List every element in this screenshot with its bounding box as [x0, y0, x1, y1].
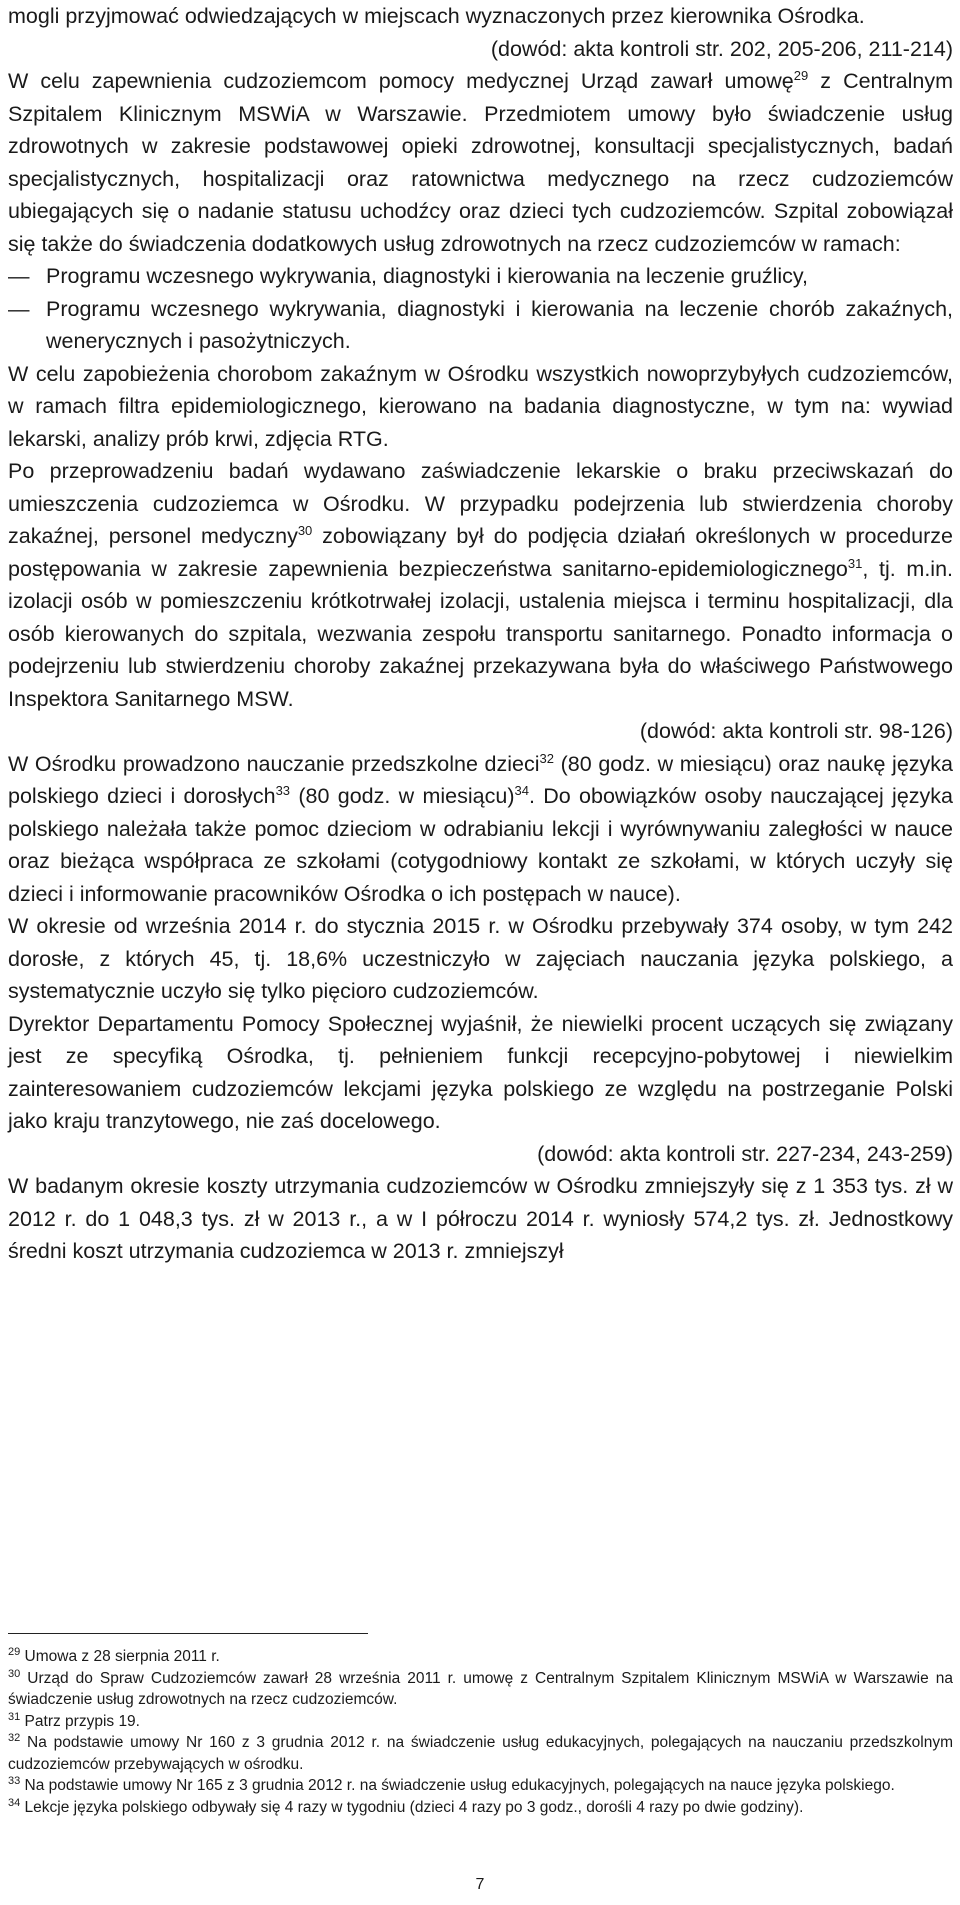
- footnote-ref-32[interactable]: 32: [539, 750, 554, 766]
- footnote-text: Umowa z 28 sierpnia 2011 r.: [20, 1648, 220, 1665]
- page-number: 7: [475, 1876, 485, 1893]
- certificate-text-a: Po przeprowadzeniu badań wydawano zaświadczenie lekarskie o braku przeciwskazań do umieszczenia cudzoziemca w Ośrodku. W przypadku podejrzenia lub stwierdzenia choroby zakaźnej, personel medyczny: [8, 459, 953, 548]
- paragraph-visiting-text: mogli przyjmować odwiedzających w miejscach wyznaczonych przez kierownika Ośrodka.: [8, 4, 865, 28]
- footnote-text: Na podstawie umowy Nr 160 z 3 grudnia 2012 r. na świadczenie usług edukacyjnych, polegających na nauczaniu przedszkolnym cudzoziemców przebywających w ośrodku.: [8, 1734, 953, 1773]
- footnote: [8, 1797, 953, 1819]
- footnote-text: Urząd do Spraw Cudzoziemców zawarł 28 września 2011 r. umowę z Centralnym Szpitalem Klinicznym MSWiA w Warszawie na świadczenie usług zdrowotnych na rzecz cudzoziemców.: [8, 1669, 953, 1708]
- footnote-text: Lekcje języka polskiego odbywały się 4 razy w tygodniu (dzieci 4 razy po 3 godz., dorośli 4 razy po dwie godziny).: [20, 1798, 804, 1816]
- footnote-separator: [8, 1633, 368, 1634]
- list-item: — Programu wczesnego wykrywania, diagnostyki i kierowania na leczenie chorób zakaźnych, wenerycznych i pasożytniczych.: [8, 293, 953, 358]
- footnote-number: 30: [8, 1667, 21, 1680]
- education-text-b: (80 godz. w miesiącu) oraz naukę języka polskiego dzieci i dorosłych: [8, 751, 953, 808]
- health-programs-list: [8, 260, 953, 358]
- evidence-note-3: (dowód: akta kontroli str. 227-234, 243-259): [537, 1141, 953, 1166]
- footnote-ref-31[interactable]: 31: [847, 555, 863, 571]
- footnote-ref-29[interactable]: 29: [793, 68, 809, 83]
- paragraph-education: [8, 748, 953, 911]
- footnotes: [8, 1646, 953, 1818]
- paragraph-epidemiological-filter: W celu zapobieżenia chorobom zakaźnym w Ośrodku wszystkich nowoprzybyłych cudzoziemców, w ramach filtra epidemiologicznego, kierowano na badania diagnostyczne, w tym na: wywiad lekarski, analizy prób krwi, zdjęcia RTG.: [8, 361, 953, 451]
- medical-care-text-a: W celu zapewnienia cudzoziemcom pomocy medycznej Urząd zawarł umowę: [8, 69, 794, 93]
- medical-care-text-b: z Centralnym Szpitalem Klinicznym MSWiA w Warszawie. Przedmiotem umowy było świadczenie usług zdrowotnych w zakresie podstawowej opieki zdrowotnej, konsultacji specjalistycznych, badań specjalistycznych, hospitalizacji oraz ratownictwa medycznego na rzecz cudzoziemców ubiegających się o nadanie statusu uchodźcy oraz dzieci tych cudzoziemców. Szpital zobowiązał się także do świadczenia dodatkowych usług zdrowotnych na rzecz cudzoziemców w ramach:: [8, 69, 953, 256]
- footnote-number: 29: [8, 1646, 21, 1658]
- footnote-number: 33: [8, 1775, 21, 1787]
- footnote-ref-30[interactable]: 30: [297, 523, 313, 538]
- footnote-ref-33[interactable]: 33: [275, 783, 291, 798]
- footnote-ref-34[interactable]: 34: [514, 783, 529, 798]
- footnote-text: Na podstawie umowy Nr 165 z 3 grudnia 2012 r. na świadczenie usług edukacyjnych, polegających na nauce języka polskiego.: [20, 1777, 895, 1794]
- footnote: [8, 1668, 953, 1711]
- main-text: [8, 0, 953, 1268]
- evidence-note-1: (dowód: akta kontroli str. 202, 205-206, 211-214): [490, 36, 953, 61]
- paragraph-residents-statistics: W okresie od września 2014 r. do stycznia 2015 r. w Ośrodku przebywały 374 osoby, w tym 242 dorosłe, z których 45, tj. 18,6% uczestniczyło w zajęciach nauczania języka polskiego, a systematycznie uczyło się tylko pięcioro cudzoziemców.: [8, 914, 953, 1003]
- footnote-number: 32: [8, 1732, 21, 1744]
- education-text-c: (80 godz. w miesiącu): [290, 784, 515, 808]
- certificate-text-c: , tj. m.in. izolacji osób w pomieszczeniu krótkotrwałej izolacji, ustalenia miejsca i terminu hospitalizacji, dla osób kierowanych do szpitala, wezwania zespołu transportu sanitarnego. Ponadto informacja o podejrzeniu lub stwierdzeniu choroby zakaźnej przekazywana była do właściwego Państwowego Inspektora Sanitarnego MSW.: [8, 556, 954, 711]
- list-item: — Programu wczesnego wykrywania, diagnostyki i kierowania na leczenie gruźlicy,: [8, 260, 953, 293]
- footnote-text: Patrz przypis 19.: [20, 1712, 140, 1730]
- certificate-text-b: zobowiązany był do podjęcia działań określonych w procedurze postępowania w zakresie zapewnienia bezpieczeństwa sanitarno-epidemiologicznego: [8, 524, 953, 581]
- paragraph-visiting: [8, 0, 953, 33]
- footnote-number: 34: [8, 1796, 21, 1809]
- footnote: [8, 1732, 953, 1775]
- paragraph-medical-certificate: [8, 455, 953, 715]
- paragraph-medical-care: [8, 65, 953, 260]
- education-text-a: W Ośrodku prowadzono nauczanie przedszkolne dzieci: [8, 751, 540, 776]
- footnote-number: 31: [8, 1710, 21, 1723]
- footnote: [8, 1711, 953, 1733]
- evidence-note-2: (dowód: akta kontroli str. 98-126): [639, 719, 953, 743]
- footnote: [8, 1775, 953, 1797]
- education-text-d: . Do obowiązków osoby nauczającej języka polskiego należała także pomoc dzieciom w odrabianiu lekcji i wyrównywaniu zaległości w nauce oraz bieżąca współpraca ze szkołami (cotygodniowy kontakt ze szkołami, w których uczyły się dzieci i informowanie pracowników Ośrodka o ich postępach w nauce).: [8, 784, 953, 906]
- paragraph-director-explanation: Dyrektor Departamentu Pomocy Społecznej wyjaśnił, że niewielki procent uczących się związany jest ze specyfiką Ośrodka, tj. pełnieniem funkcji recepcyjno-pobytowej i niewielkim zainteresowaniem cudzoziemców lekcjami języka polskiego ze względu na postrzeganie Polski jako kraju tranzytowego, nie zaś docelowego.: [8, 1011, 953, 1133]
- paragraph-costs: W badanym okresie koszty utrzymania cudzoziemców w Ośrodku zmniejszyły się z 1 353 tys. zł w 2012 r. do 1 048,3 tys. zł w 2013 r., a w I półroczu 2014 r. wyniosły 574,2 tys. zł. Jednostkowy średni koszt utrzymania cudzoziemca w 2013 r. zmniejszył: [8, 1174, 953, 1263]
- footnote: [8, 1646, 953, 1668]
